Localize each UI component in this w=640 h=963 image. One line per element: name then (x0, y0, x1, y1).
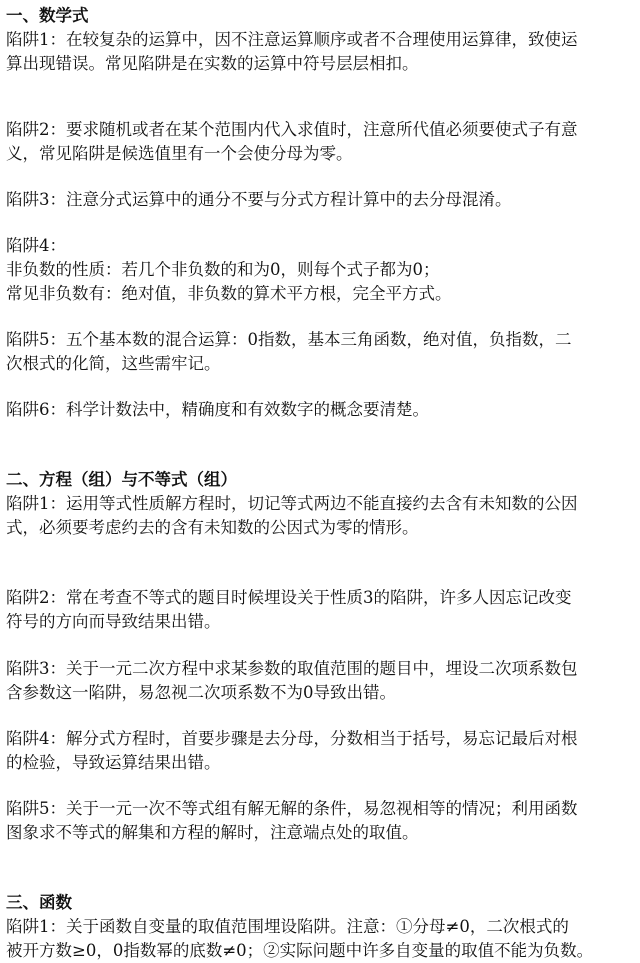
section-1-pitfall-5-line-2: 次根式的化简，这些需牢记。 (6, 354, 221, 373)
section-1-pitfall-4-line-2: 非负数的性质：若几个非负数的和为0，则每个式子都为0； (6, 260, 440, 279)
section-1-pitfall-2-line-2: 义，常见陷阱是候选值里有一个会使分母为零。 (6, 144, 353, 163)
section-3-pitfall-1-line-1: 陷阱1：关于函数自变量的取值范围埋设陷阱。注意：①分母≠0，二次根式的 (6, 917, 569, 936)
section-1-pitfall-6-line-1: 陷阱6：科学计数法中，精确度和有效数字的概念要清楚。 (6, 400, 429, 419)
section-2-pitfall-4-line-2: 的检验，导致运算结果出错。 (6, 753, 221, 772)
section-1-pitfall-1-line-2: 算出现错误。常见陷阱是在实数的运算中符号层层相扣。 (6, 54, 419, 73)
section-2-pitfall-4-line-1: 陷阱4：解分式方程时，首要步骤是去分母，分数相当于括号，易忘记最后对根 (6, 729, 578, 748)
section-1-pitfall-2-line-1: 陷阱2：要求随机或者在某个范围内代入求值时，注意所代值必须要使式子有意 (6, 120, 578, 139)
section-2-pitfall-5-line-2: 图象求不等式的解集和方程的解时，注意端点处的取值。 (6, 823, 419, 842)
section-3-pitfall-1-line-2: 被开方数≥0，0指数幂的底数≠0；②实际问题中许多自变量的取值不能为负数。 (6, 941, 594, 960)
section-2-pitfall-5-line-1: 陷阱5：关于一元一次不等式组有解无解的条件，易忽视相等的情况；利用函数 (6, 799, 578, 818)
section-1-pitfall-1-line-1: 陷阱1：在较复杂的运算中，因不注意运算顺序或者不合理使用运算律，致使运 (6, 30, 578, 49)
section-2-pitfall-1-line-2: 式，必须要考虑约去的含有未知数的公因式为零的情形。 (6, 518, 419, 537)
section-1-pitfall-3-line-1: 陷阱3：注意分式运算中的通分不要与分式方程计算中的去分母混淆。 (6, 190, 512, 209)
section-3-title: 三、函数 (6, 893, 72, 912)
section-2-pitfall-3-line-1: 陷阱3：关于一元二次方程中求某参数的取值范围的题目中，埋设二次项系数包 (6, 659, 578, 678)
section-1-pitfall-4-line-1: 陷阱4： (6, 236, 66, 255)
section-2-pitfall-3-line-2: 含参数这一陷阱，易忽视二次项系数不为0导致出错。 (6, 683, 396, 702)
section-1-pitfall-4-line-3: 常见非负数有：绝对值，非负数的算术平方根，完全平方式。 (6, 284, 452, 303)
section-1-title: 一、数学式 (6, 6, 89, 25)
section-2-pitfall-1-line-1: 陷阱1：运用等式性质解方程时，切记等式两边不能直接约去含有未知数的公因 (6, 494, 578, 513)
section-2-pitfall-2-line-2: 符号的方向而导致结果出错。 (6, 612, 221, 631)
section-1-pitfall-5-line-1: 陷阱5：五个基本数的混合运算：0指数，基本三角函数，绝对值，负指数，二 (6, 330, 572, 349)
section-2-title: 二、方程（组）与不等式（组） (6, 470, 237, 489)
section-2-pitfall-2-line-1: 陷阱2：常在考查不等式的题目时候埋设关于性质3的陷阱，许多人因忘记改变 (6, 588, 572, 607)
